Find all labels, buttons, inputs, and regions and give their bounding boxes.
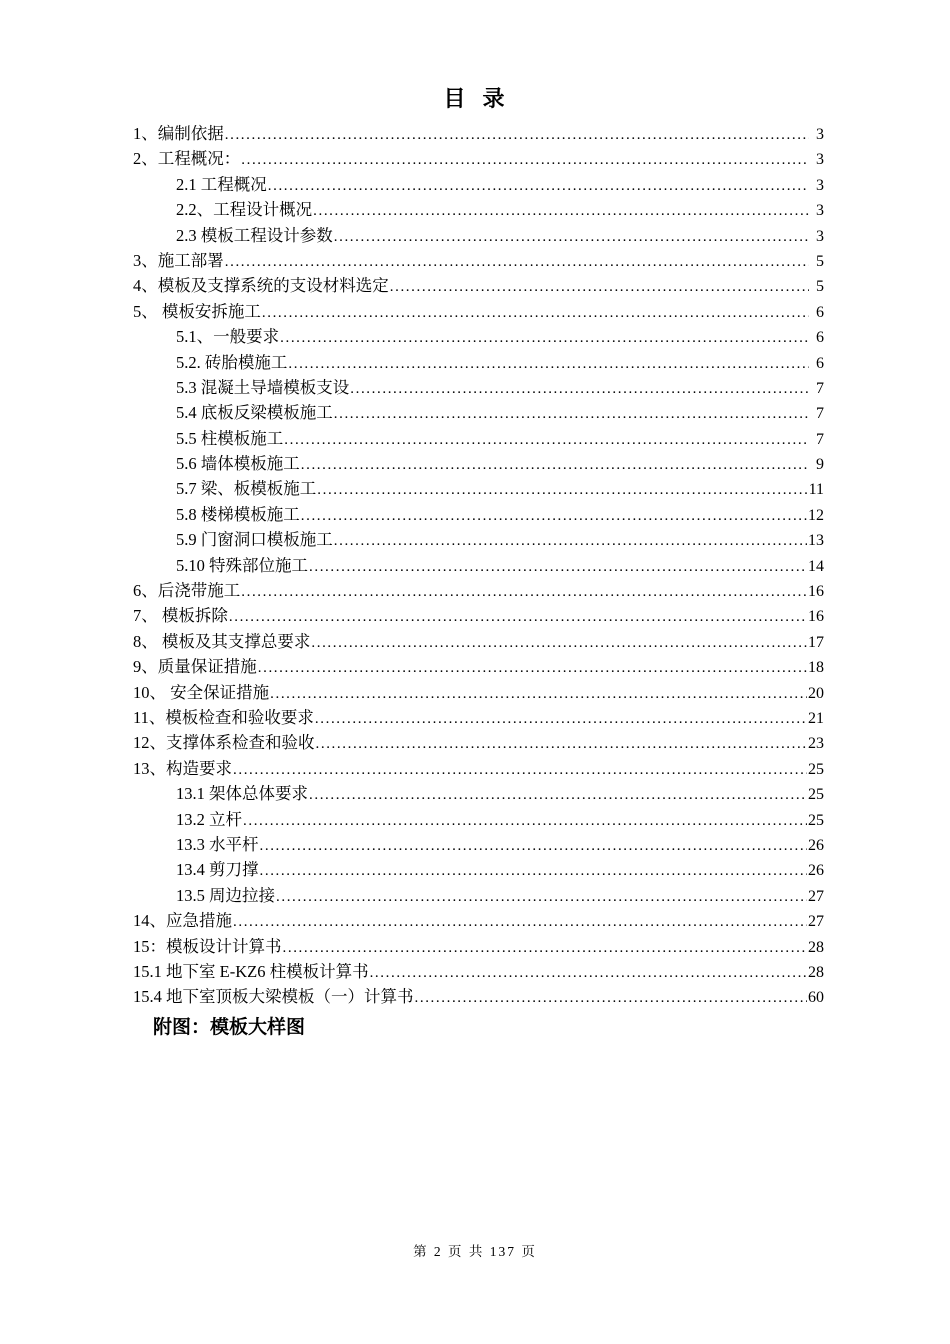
toc-entry-label: 5.7 梁、板模板施工 [176, 479, 317, 499]
toc-entry-label: 2.3 模板工程设计参数 [176, 225, 333, 245]
toc-entry-label: 5.2. 砖胎模施工 [176, 352, 288, 372]
toc-entry[interactable] [133, 400, 824, 425]
toc-dot-leader [313, 197, 809, 224]
toc-entry-label: 13.3 水平杆 [176, 834, 259, 854]
toc-entry-label: 5.4 底板反梁模板施工 [176, 403, 333, 423]
toc-dot-leader [334, 400, 809, 427]
toc-entry-page: 7 [816, 405, 824, 423]
toc-entry-label: 5.8 楼梯模板施工 [176, 504, 300, 524]
toc-entry[interactable] [133, 629, 824, 654]
toc-entry[interactable] [133, 934, 824, 959]
toc-entry[interactable] [133, 857, 824, 882]
toc-dot-leader [283, 934, 808, 961]
toc-entry-label: 5.10 特殊部位施工 [176, 555, 308, 575]
toc-entry[interactable] [133, 959, 824, 984]
toc-dot-leader [262, 299, 809, 326]
toc-dot-leader [225, 248, 809, 275]
toc-entry-page: 3 [816, 126, 824, 143]
toc-entry[interactable] [133, 984, 824, 1009]
appendix-note: 附图：模板大样图 [153, 1016, 306, 1038]
toc-entry[interactable] [133, 197, 824, 222]
toc-entry-page: 17 [808, 633, 824, 651]
toc-dot-leader [301, 502, 807, 529]
toc-dot-leader [233, 756, 807, 783]
toc-dot-leader [260, 832, 808, 859]
toc-entry-label: 15.1 地下室 E-KZ6 柱模板计算书 [133, 961, 369, 981]
toc-entry-label: 13.2 立杆 [176, 809, 242, 829]
toc-entry[interactable] [133, 273, 824, 298]
toc-dot-leader [241, 146, 809, 173]
toc-dot-leader [258, 654, 807, 681]
toc-entry-page: 6 [816, 303, 824, 321]
toc-entry[interactable] [133, 172, 824, 197]
toc-entry-label: 1、编制依据 [133, 124, 224, 143]
toc-entry-page: 5 [816, 278, 824, 296]
toc-dot-leader [241, 578, 807, 605]
toc-title: 目 录 [443, 86, 507, 111]
toc-dot-leader [243, 807, 807, 834]
toc-entry-label: 14、应急措施 [133, 911, 232, 931]
toc-dot-leader [225, 121, 809, 148]
toc-entry-page: 25 [808, 760, 824, 778]
toc-entry-label: 2、工程概况： [133, 149, 241, 169]
toc-entry-label: 2.1 工程概况 [176, 174, 267, 194]
toc-dot-leader [311, 629, 807, 656]
toc-entry[interactable] [133, 350, 824, 375]
toc-dot-leader [370, 959, 807, 986]
toc-entry[interactable] [133, 553, 824, 578]
toc-entry-page: 5 [816, 252, 824, 270]
toc-entry[interactable] [133, 324, 824, 349]
toc-entry-label: 11、模板检查和验收要求 [133, 707, 314, 727]
toc-entry-page: 26 [808, 862, 824, 880]
toc-entry-page: 21 [808, 709, 824, 727]
toc-entry-label: 13.4 剪刀撑 [176, 860, 259, 880]
toc-entry-page: 18 [808, 659, 824, 677]
page-footer: 第 2 页 共 137 页 [413, 1244, 537, 1259]
toc-entry-label: 3、施工部署 [133, 250, 224, 270]
toc-entry-page: 23 [808, 735, 824, 753]
toc-dot-leader [316, 730, 808, 757]
toc-entry-label: 15：模板设计计算书 [133, 936, 282, 956]
toc-entry-label: 5.3 混凝土导墙模板支设 [176, 377, 350, 397]
toc-entry-label: 5、 模板安拆施工 [133, 301, 261, 321]
toc-entry-page: 6 [816, 354, 824, 372]
toc-dot-leader [276, 883, 807, 910]
toc-entry-label: 2.2、工程设计概况 [176, 200, 313, 220]
toc-entry-page: 3 [816, 227, 824, 245]
toc-dot-leader [260, 857, 808, 884]
toc-entry[interactable] [133, 476, 824, 501]
toc-entry[interactable] [133, 807, 824, 832]
toc-entry[interactable] [133, 705, 824, 730]
toc-dot-leader [268, 172, 809, 199]
toc-dot-leader [390, 273, 809, 300]
toc-entry-label: 13、构造要求 [133, 758, 232, 778]
toc-entry[interactable] [133, 883, 824, 908]
toc-entry-label: 9、质量保证措施 [133, 657, 257, 677]
toc-entry-label: 5.9 门窗洞口模板施工 [176, 530, 333, 550]
toc-entry-page: 25 [808, 786, 824, 804]
toc-entry-label: 15.4 地下室顶板大梁模板（一）计算书 [133, 987, 414, 1007]
toc-entry-label: 7、 模板拆除 [133, 606, 228, 626]
toc-entry-page: 27 [808, 913, 824, 931]
toc-entry-page: 3 [816, 176, 824, 194]
toc-entry[interactable] [133, 603, 824, 628]
toc-entry-page: 25 [808, 811, 824, 829]
toc-dot-leader [415, 984, 808, 1011]
toc-entry-page: 12 [808, 506, 824, 524]
toc-entry[interactable] [133, 908, 824, 933]
toc-entry-label: 8、 模板及其支撑总要求 [133, 631, 311, 651]
toc-entry[interactable] [133, 832, 824, 857]
toc-dot-leader [350, 375, 809, 402]
toc-entry-label: 13.1 架体总体要求 [176, 784, 308, 804]
toc-dot-leader [284, 426, 809, 453]
toc-entry-page: 3 [816, 151, 824, 169]
toc-entry-page: 26 [808, 836, 824, 854]
toc-entry-label: 10、 安全保证措施 [133, 682, 270, 702]
toc-entry-label: 5.5 柱模板施工 [176, 428, 284, 448]
toc-entry-page: 13 [808, 532, 824, 550]
toc-entry-page: 16 [808, 583, 824, 601]
toc-entry[interactable] [133, 146, 824, 171]
toc-dot-leader [233, 908, 807, 935]
toc-entry-page: 27 [808, 887, 824, 905]
toc-entry-page: 7 [816, 379, 824, 397]
toc-entry-page: 11 [808, 481, 824, 499]
toc-dot-leader [334, 223, 809, 250]
toc-entry-label: 4、模板及支撑系统的支设材料选定 [133, 276, 389, 296]
toc-dot-leader [229, 603, 807, 630]
toc-dot-leader [334, 527, 807, 554]
toc-entry[interactable] [133, 121, 824, 146]
toc-entry[interactable] [133, 426, 824, 451]
toc-entry[interactable] [133, 248, 824, 273]
toc-entry-page: 7 [816, 430, 824, 448]
toc-entry[interactable] [133, 299, 824, 324]
toc-entry[interactable] [133, 781, 824, 806]
toc-entry-label: 6、后浇带施工 [133, 581, 241, 601]
toc-entry-label: 12、支撑体系检查和验收 [133, 733, 315, 753]
toc-entry-page: 3 [816, 202, 824, 220]
toc-dot-leader [301, 451, 809, 478]
toc-entry[interactable] [133, 527, 824, 552]
toc-list [133, 121, 824, 1041]
toc-dot-leader [288, 350, 809, 377]
toc-entry-page: 16 [808, 608, 824, 626]
toc-entry-label: 5.1、一般要求 [176, 327, 280, 347]
toc-dot-leader [317, 476, 807, 503]
toc-dot-leader [280, 324, 809, 351]
toc-entry[interactable] [133, 223, 824, 248]
toc-entry[interactable] [133, 654, 824, 679]
toc-entry-page: 28 [808, 938, 824, 956]
toc-entry-page: 9 [816, 456, 824, 474]
toc-entry[interactable] [133, 730, 824, 755]
toc-entry-page: 60 [808, 989, 824, 1007]
toc-dot-leader [270, 680, 807, 707]
toc-dot-leader [309, 781, 807, 808]
toc-entry[interactable] [133, 375, 824, 400]
toc-entry[interactable] [133, 756, 824, 781]
toc-entry-label: 5.6 墙体模板施工 [176, 454, 300, 474]
toc-dot-leader [309, 553, 807, 580]
toc-entry-page: 20 [808, 684, 824, 702]
toc-entry[interactable] [133, 680, 824, 705]
toc-dot-leader [315, 705, 807, 732]
toc-entry-page: 6 [816, 329, 824, 347]
toc-entry[interactable] [133, 451, 824, 476]
toc-entry[interactable] [133, 502, 824, 527]
toc-entry[interactable] [133, 578, 824, 603]
toc-entry-label: 13.5 周边拉接 [176, 885, 275, 905]
toc-entry-page: 14 [808, 557, 824, 575]
toc-entry-page: 28 [808, 963, 824, 981]
